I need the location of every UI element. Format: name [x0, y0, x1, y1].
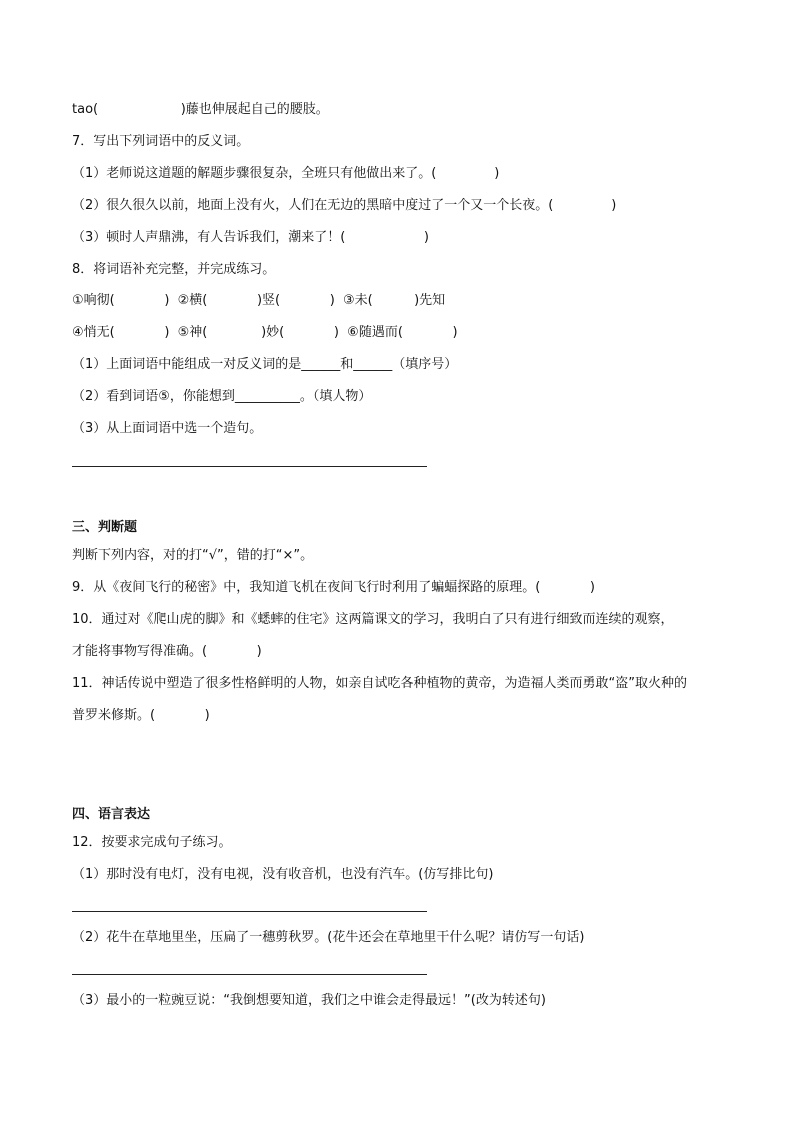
- section-4-heading: 四、语言表达: [72, 807, 151, 822]
- question-12-title: 12．按要求完成句子练习。: [72, 835, 232, 850]
- question-8-title: 8．将词语补充完整，并完成练习。: [72, 262, 276, 277]
- question-8-2: （2）看到词语⑤，你能想到__________。（填人物）: [72, 389, 372, 404]
- question-11-line-2: 普罗米修斯。( ): [72, 708, 210, 723]
- line-l1: tao( )藤也伸展起自己的腰肢。: [72, 102, 329, 117]
- answer-line-12-1[interactable]: [72, 911, 427, 912]
- question-11-line-1: 11．神话传说中塑造了很多性格鲜明的人物，如亲自试吃各种植物的黄帝，为造福人类而勇敢“盗”取火种的: [72, 676, 688, 691]
- question-8-words-row-1: ①响彻( ) ②横( )竖( ) ③未( )先知: [72, 293, 446, 308]
- question-12-1: （1）那时没有电灯，没有电视，没有收音机，也没有汽车。(仿写排比句): [72, 867, 494, 882]
- question-8-1: （1）上面词语中能组成一对反义词的是______和______（填序号）: [72, 357, 458, 372]
- question-7-title: 7．写出下列词语中的反义词。: [72, 134, 250, 149]
- question-10-line-1: 10．通过对《爬山虎的脚》和《蟋蟀的住宅》这两篇课文的学习，我明白了只有进行细致而连续的观察，: [72, 612, 674, 627]
- answer-line-8-3[interactable]: [72, 466, 427, 467]
- question-7-2: （2）很久很久以前，地面上没有火，人们在无边的黑暗中度过了一个又一个长夜。( ): [72, 198, 617, 213]
- answer-line-12-2[interactable]: [72, 974, 427, 975]
- question-8-3: （3）从上面词语中选一个造句。: [72, 421, 263, 436]
- question-10-line-2: 才能将事物写得准确。( ): [72, 644, 262, 659]
- question-12-2: （2）花牛在草地里坐，压扁了一穗剪秋罗。(花牛还会在草地里干什么呢？请仿写一句话): [72, 930, 585, 945]
- question-7-1: （1）老师说这道题的解题步骤很复杂，全班只有他做出来了。( ): [72, 166, 500, 181]
- question-7-3: （3）顿时人声鼎沸，有人告诉我们，潮来了！( ): [72, 230, 429, 245]
- question-9: 9．从《夜间飞行的秘密》中，我知道飞机在夜间飞行时利用了蝙蝠探路的原理。( ): [72, 580, 596, 595]
- question-12-3: （3）最小的一粒豌豆说：“我倒想要知道，我们之中谁会走得最远！”(改为转述句): [72, 993, 546, 1008]
- section-3-instructions: 判断下列内容，对的打“√”，错的打“×”。: [72, 548, 314, 563]
- section-3-heading: 三、判断题: [72, 520, 138, 535]
- question-8-words-row-2: ④悄无( ) ⑤神( )妙( ) ⑥随遇而( ): [72, 325, 458, 340]
